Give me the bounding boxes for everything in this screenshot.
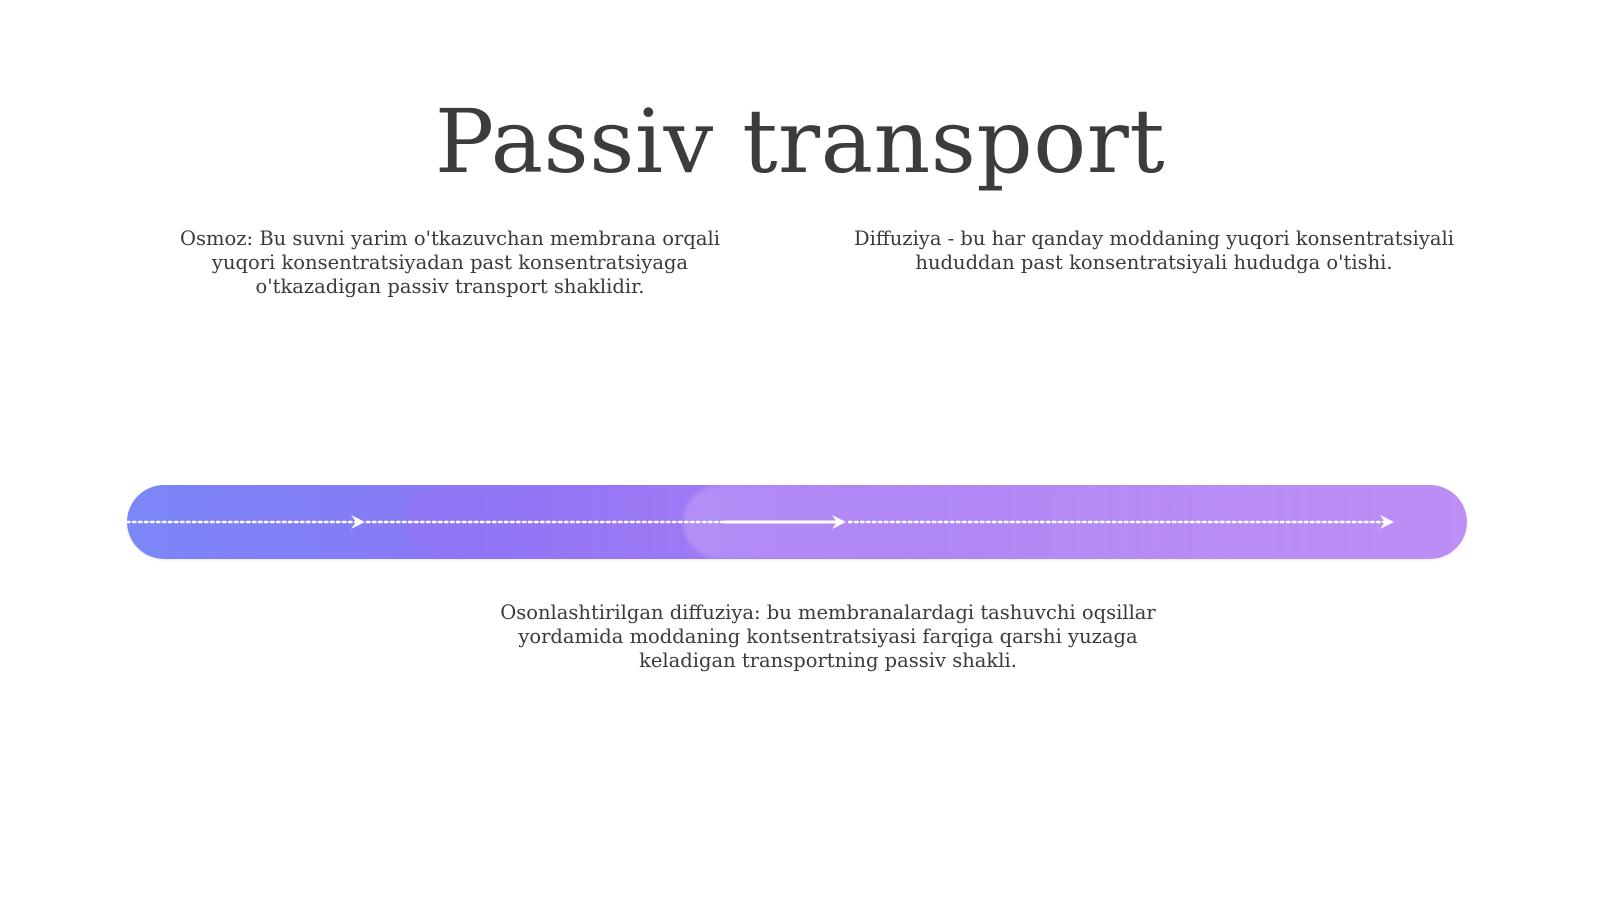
- osmoz-description: Osmoz: Bu suvni yarim o'tkazuvchan membrana orqali yuqori konsentratsiyadan past konsentratsiyaga o'tkazadigan passiv transport shaklidir.: [180, 227, 720, 298]
- process-timeline-bar: [127, 485, 1467, 559]
- timeline-arrow-track: [127, 485, 1467, 559]
- diffuziya-description: Diffuziya - bu har qanday moddaning yuqori konsentratsiyali hududdan past konsentratsiyali hududga o'tishi.: [854, 227, 1454, 274]
- slide-title: Passiv transport: [434, 89, 1166, 193]
- osonlashtirilgan-diffuziya-description: Osonlashtirilgan diffuziya: bu membranalardagi tashuvchi oqsillar yordamida moddaning kontsentratsiyasi farqiga qarshi yuzaga keladigan transportning passiv shakli.: [500, 601, 1156, 672]
- chevron-right-icon: [351, 515, 365, 529]
